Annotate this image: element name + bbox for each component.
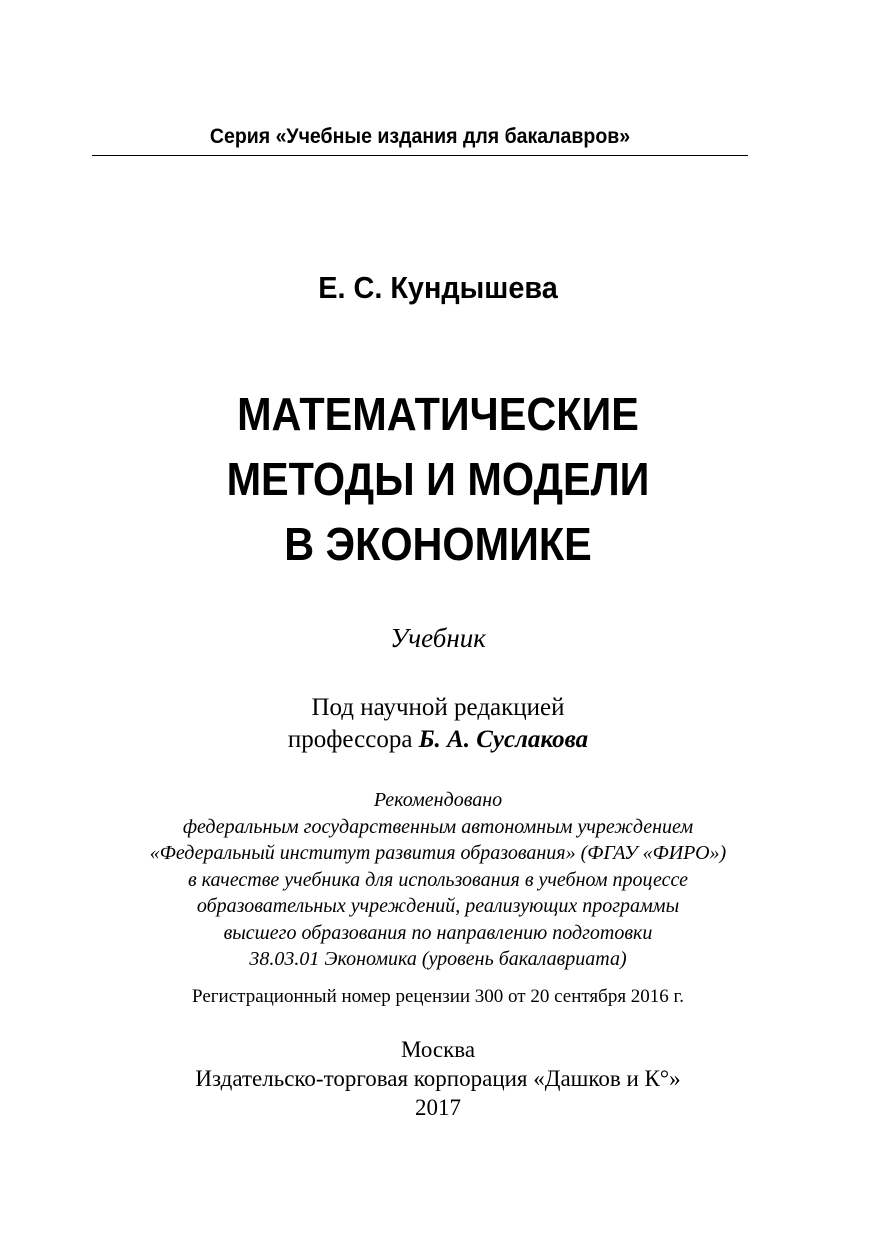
recommendation-line: федеральным государственным автономным учреждением: [182, 815, 694, 838]
title-line-3: В ЭКОНОМИКЕ: [284, 518, 592, 570]
imprint-city: Москва: [400, 1037, 476, 1062]
editor-prefix: профессора: [287, 726, 419, 753]
recommendation-line: Рекомендовано: [373, 789, 503, 811]
recommendation-line: высшего образования по направлению подготовки: [223, 921, 653, 944]
title-line-2: МЕТОДЫ И МОДЕЛИ: [226, 453, 650, 505]
imprint-block: [0, 1035, 876, 1122]
recommendation-line: 38.03.01 Экономика (уровень бакалавриата): [249, 948, 627, 970]
book-subtitle: Учебник: [390, 623, 486, 653]
imprint-year: 2017: [415, 1095, 461, 1120]
title-line-1: МАТЕМАТИЧЕСКИЕ: [237, 388, 639, 440]
editor-line-1: Под научной редакцией: [311, 694, 565, 721]
series-divider: [92, 155, 748, 156]
editor-name: Б. А. Суслакова: [418, 726, 589, 753]
recommendation-block: [0, 787, 876, 973]
imprint-publisher: Издательско-торговая корпорация «Дашков и К°»: [195, 1066, 681, 1091]
author-name: Е. С. Кундышева: [318, 270, 558, 305]
series-heading: Серия «Учебные издания для бакалавров»: [209, 125, 631, 148]
editor-line-2: [0, 724, 876, 756]
registration-note: Регистрационный номер рецензии 300 от 20 сентября 2016 г.: [192, 986, 684, 1007]
editor-block: [0, 692, 876, 756]
recommendation-line: «Федеральный институт развития образования» (ФГАУ «ФИРО»): [149, 842, 727, 864]
recommendation-line: в качестве учебника для использования в учебном процессе: [188, 868, 688, 891]
recommendation-line: образовательных учреждений, реализующих программы: [196, 895, 680, 917]
book-title: [44, 382, 832, 577]
